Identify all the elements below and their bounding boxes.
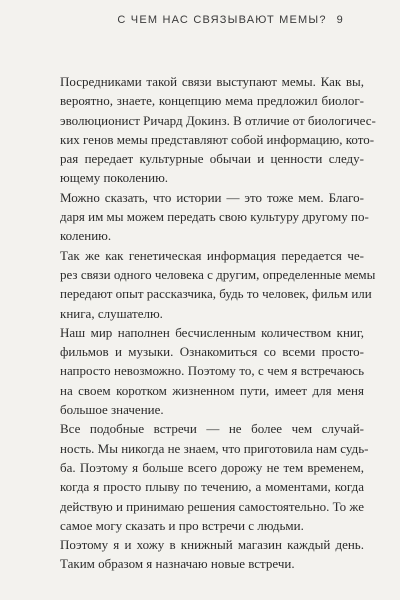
text-line: ба. Поэтому я больше всего дорожу не тем временем, (60, 459, 364, 475)
paragraph (44, 419, 369, 535)
text-line: самое могу сказать и про встречи с людьми. (60, 517, 304, 533)
text-line: действую и принимаю решения самостоятельно. То же (60, 498, 364, 514)
text-line: ющему поколению. (60, 170, 169, 186)
text-line: большое значение. (60, 402, 164, 418)
text-line: эволюционист Ричард Докинз. В отличие от биологичес- (60, 112, 376, 128)
paragraph (44, 323, 364, 419)
text-line: когда я просто плыву по течению, а моментами, когда (60, 479, 364, 495)
text-line: на своем коротком жизненном пути, имеет для меня (60, 382, 364, 398)
text-line: Посредниками такой связи выступают мемы. Как вы, (60, 74, 364, 89)
text-line: Таким образом я назначаю новые встречи. (60, 556, 295, 572)
text-line: Можно сказать, что истории — это тоже мем. Благо- (60, 189, 364, 205)
text-line: вероятно, знаете, концепцию мема предложил биолог- (60, 93, 364, 109)
body-text (44, 72, 376, 574)
text-line: Поэтому я и хожу в книжный магазин каждый день. (60, 537, 364, 553)
text-line: ких генов мемы представляют собой информацию, кото- (60, 131, 375, 147)
text-line: Наш мир наполнен бесчисленным количеством книг, (60, 324, 364, 340)
text-line: фильмов и музыки. Ознакомиться со всеми просто- (60, 344, 364, 360)
paragraph (44, 535, 364, 574)
text-line: напросто невозможно. Поэтому то, с чем я встречаюсь (60, 363, 364, 379)
text-line: книга, слушателю. (60, 305, 163, 321)
text-line: Так же как генетическая информация передается че- (60, 247, 364, 263)
text-line: ность. Мы никогда не знаем, что приготовила нам судь- (60, 440, 369, 456)
text-line: рез связи одного человека с другим, определенные мемы (60, 266, 376, 282)
text-line: колению. (60, 228, 112, 244)
running-header (44, 14, 344, 30)
text-line: даря им мы можем передать свою культуру другому по- (60, 209, 369, 225)
paragraph (44, 72, 376, 188)
text-line: передают опыт рассказчика, будь то человек, фильм или (60, 286, 372, 302)
text-line: рая передает культурные обычаи и ценности следу- (60, 151, 364, 167)
text-line: Все подобные встречи — не более чем случай- (60, 421, 364, 437)
paragraph (44, 188, 369, 246)
paragraph (44, 246, 376, 323)
page-number: 9 (336, 14, 344, 26)
chapter-title: С ЧЕМ НАС СВЯЗЫВАЮТ МЕМЫ? (117, 14, 327, 26)
